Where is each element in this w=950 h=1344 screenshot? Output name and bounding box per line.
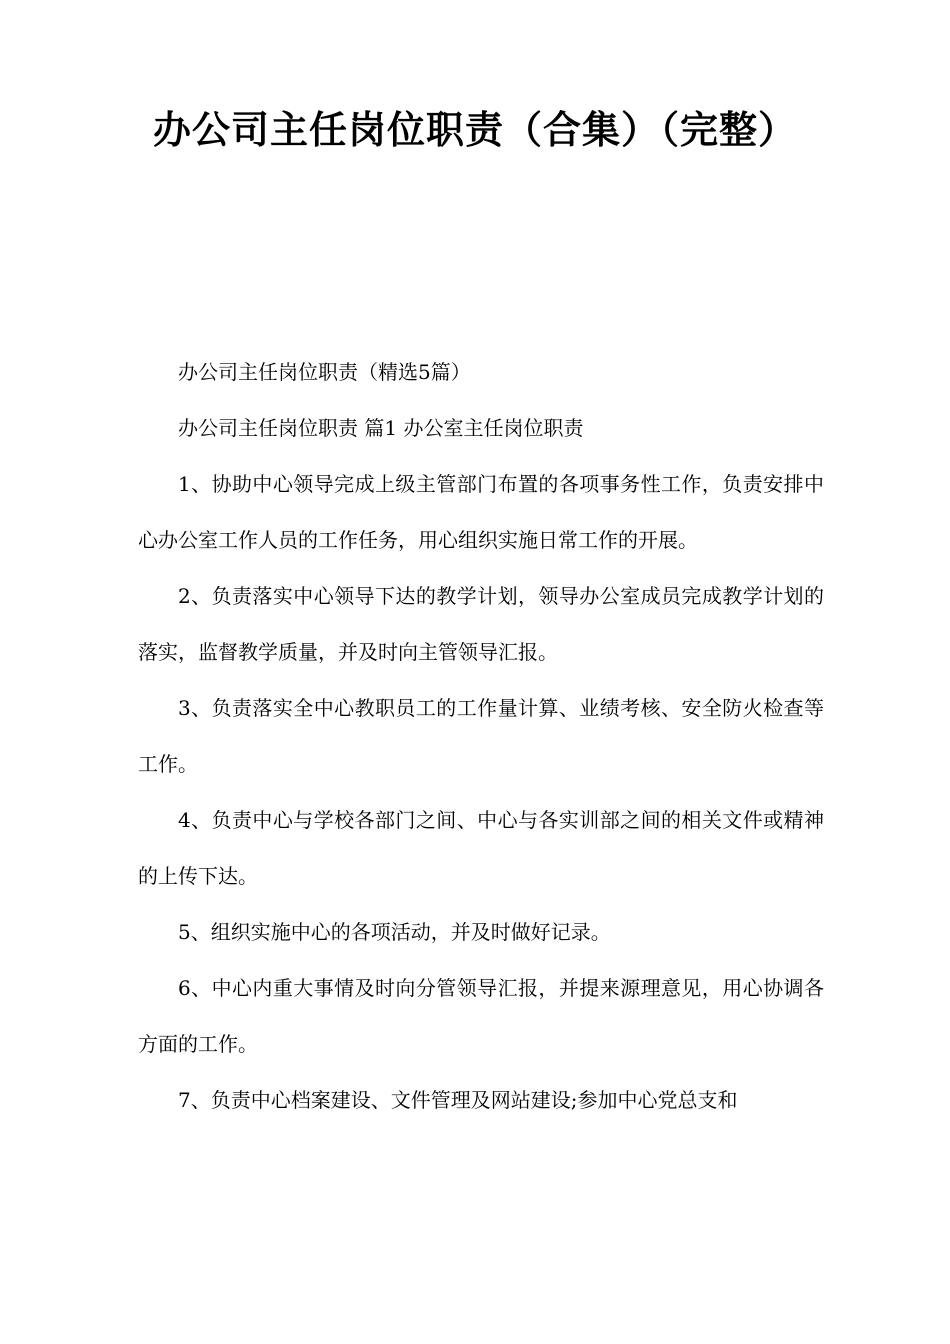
- paragraph-item-7: 7、负责中心档案建设、文件管理及网站建设;参加中心党总支和: [178, 1088, 738, 1112]
- document-body: [138, 344, 824, 1128]
- paragraph-item-2: 2、负责落实中心领导下达的教学计划，领导办公室成员完成教学计划的落实，监督教学质量，并及时向主管领导汇报。: [138, 584, 824, 664]
- paragraph-item-6: 6、中心内重大事情及时向分管领导汇报，并提来源理意见，用心协调各方面的工作。: [138, 976, 824, 1056]
- paragraph-item-4: 4、负责中心与学校各部门之间、中心与各实训部之间的相关文件或精神的上传下达。: [138, 808, 824, 888]
- paragraph-item-5: 5、组织实施中心的各项活动，并及时做好记录。: [178, 920, 611, 944]
- paragraph-item-1: 1、协助中心领导完成上级主管部门布置的各项事务性工作，负责安排中心办公室工作人员的工作任务，用心组织实施日常工作的开展。: [138, 472, 824, 552]
- paragraph-subtitle: 办公司主任岗位职责（精选5篇）: [178, 360, 471, 384]
- document-title: 办公司主任岗位职责（合集）（完整）: [152, 108, 797, 152]
- paragraph-section-heading: 办公司主任岗位职责 篇1 办公室主任岗位职责: [178, 416, 584, 440]
- paragraph-item-3: 3、负责落实全中心教职员工的工作量计算、业绩考核、安全防火检查等工作。: [138, 696, 824, 776]
